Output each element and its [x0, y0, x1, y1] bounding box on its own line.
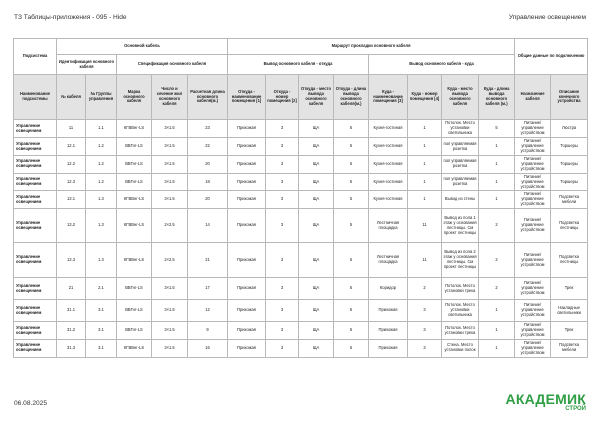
table-cell: 17 [188, 278, 228, 300]
table-cell: 3 [266, 209, 299, 243]
route-group-header: Маршрут прокладки основного кабеля [228, 39, 515, 55]
table-cell: 9 [188, 322, 228, 340]
logo-sub-text: СТРОЙ [565, 406, 586, 412]
table-row[interactable] [14, 173, 588, 191]
table-cell: 5 [334, 243, 369, 278]
table-cell: 31.1 [57, 300, 86, 322]
table-cell: 1.3 [86, 191, 117, 209]
table-cell: Вывод из пола 1 этаж у основания лестницы. См проект лестницы [442, 209, 479, 243]
table-cell: Управление освещением [14, 322, 57, 340]
table-cell: 1 [479, 191, 515, 209]
table-cell: 1.2 [86, 138, 117, 156]
column-header: Куда - длина вывода основного кабеля (м.) [479, 75, 515, 120]
table-cell: 2 [408, 278, 442, 300]
column-header: № Группы управления [86, 75, 117, 120]
table-cell: Вывод из пола 2 этаж у основания лестницы. См проект лестницы [442, 243, 479, 278]
table-cell: ЩА [299, 339, 334, 357]
table-cell: 3.1 [86, 322, 117, 340]
table-cell: Прихожая [228, 339, 266, 357]
table-cell: 3×1.5 [152, 173, 188, 191]
column-header: Куда - номер помещения [4] [408, 75, 442, 120]
table-cell: 13.3 [57, 243, 86, 278]
column-header: Назначение кабеля [515, 75, 551, 120]
table-cell: Кухня-гостиная [369, 191, 408, 209]
table-cell: Прихожая [369, 322, 408, 340]
table-cell: Прихожая [228, 322, 266, 340]
table-cell: 2.1 [86, 278, 117, 300]
table-cell: 1 [408, 138, 442, 156]
table-cell: Питание/управление устройством [515, 120, 551, 138]
table-cell: Управление освещением [14, 278, 57, 300]
table-row[interactable] [14, 300, 588, 322]
table-cell: КГВВнг-LS [117, 243, 152, 278]
table-row[interactable] [14, 278, 588, 300]
table-cell: Прихожая [228, 191, 266, 209]
table-cell: 20 [188, 191, 228, 209]
table-cell: 11 [408, 243, 442, 278]
table-cell: 1 [479, 339, 515, 357]
table-cell: ЩА [299, 138, 334, 156]
table-cell: 11 [408, 209, 442, 243]
table-cell: пол управляемая розетка [442, 173, 479, 191]
column-header: Расчетная длина основного кабеля(м.) [188, 75, 228, 120]
table-cell: ВВГнг-LS [117, 138, 152, 156]
table-cell: ЩА [299, 243, 334, 278]
table-cell: ЩА [299, 191, 334, 209]
table-cell: Питание/управление устройством [515, 278, 551, 300]
table-cell: Питание/управление устройством [515, 322, 551, 340]
table-cell: 21 [188, 243, 228, 278]
table-cell: Потолок. Место установки трека [442, 278, 479, 300]
column-header: Откуда - наименование помещения [1] [228, 75, 266, 120]
table-cell: Прихожая [228, 278, 266, 300]
table-cell: Питание/управление устройством [515, 243, 551, 278]
table-row[interactable] [14, 138, 588, 156]
table-cell: 3 [266, 243, 299, 278]
table-cell: 3×1.5 [152, 138, 188, 156]
table-cell: 1 [479, 300, 515, 322]
table-cell: Подсветка лестницы [551, 209, 588, 243]
column-header: Наименование подсистемы [14, 75, 57, 120]
table-cell: 13.2 [57, 209, 86, 243]
table-cell: 5 [334, 300, 369, 322]
table-cell: Торшеры [551, 173, 588, 191]
table-cell: 3×1.5 [152, 278, 188, 300]
table-cell: Прихожая [228, 138, 266, 156]
column-header: Откуда - длина вывода основного кабеля(м.) [334, 75, 369, 120]
table-cell: Управление освещением [14, 191, 57, 209]
table-cell: ЩА [299, 209, 334, 243]
table-row[interactable] [14, 191, 588, 209]
table-cell: ВВГнг-LS [117, 322, 152, 340]
table-cell: Подсветка лестницы [551, 243, 588, 278]
table-cell: 1.3 [86, 243, 117, 278]
table-cell: Потолок. Место установки светильника [442, 120, 479, 138]
table-cell: Управление освещением [14, 300, 57, 322]
table-cell: 5 [334, 278, 369, 300]
column-header: Откуда - номер помещения [2] [266, 75, 299, 120]
table-cell: Трек [551, 278, 588, 300]
table-cell: ВВГнг-LS [117, 156, 152, 174]
table-cell: 3 [266, 120, 299, 138]
table-cell: ЩА [299, 278, 334, 300]
table-cell: 3.1 [86, 339, 117, 357]
table-cell: Потолок. Место установки светильника [442, 300, 479, 322]
table-cell: 21 [57, 278, 86, 300]
table-cell: 23 [188, 120, 228, 138]
table-cell: 1 [408, 120, 442, 138]
table-cell: Управление освещением [14, 156, 57, 174]
company-logo [505, 391, 586, 412]
table-cell: КГВВнг-LS [117, 120, 152, 138]
table-cell: Управление освещением [14, 339, 57, 357]
table-cell: Стена. Место установки полок [442, 339, 479, 357]
table-cell: 2 [479, 243, 515, 278]
table-cell: 16 [188, 339, 228, 357]
table-cell: 12 [188, 300, 228, 322]
table-cell: Питание/управление устройством [515, 209, 551, 243]
table-cell: ЩА [299, 120, 334, 138]
table-cell: 20 [188, 156, 228, 174]
main-cable-group-header: Основной кабель [57, 39, 228, 55]
footer-date: 06.08.2025 [14, 400, 48, 407]
table-cell: ЩА [299, 300, 334, 322]
table-cell: Питание/управление устройством [515, 173, 551, 191]
table-cell: 5 [334, 138, 369, 156]
table-cell: 1 [479, 156, 515, 174]
table-cell: 1 [479, 173, 515, 191]
table-cell: 2 [479, 278, 515, 300]
document-title: ТЗ Таблицы-приложения - 095 - Hide [14, 14, 127, 21]
table-cell: Прихожая [228, 243, 266, 278]
table-row[interactable] [14, 209, 588, 243]
table-cell: 5 [334, 191, 369, 209]
table-cell: 3×1.5 [152, 120, 188, 138]
table-cell: 3 [266, 138, 299, 156]
table-cell: 3 [408, 339, 442, 357]
table-cell: Подсветка мебели [551, 191, 588, 209]
table-cell: Прихожая [228, 120, 266, 138]
column-header: Откуда - место вывода основного кабеля [299, 75, 334, 120]
table-cell: 3×1.5 [152, 339, 188, 357]
table-cell: 1 [479, 138, 515, 156]
table-cell: Потолок. Место установки трека [442, 322, 479, 340]
table-row[interactable] [14, 243, 588, 278]
table-cell: 18 [188, 173, 228, 191]
table-cell: 3×1.5 [152, 322, 188, 340]
cable-table-container [13, 38, 587, 358]
table-cell: 14 [188, 209, 228, 243]
table-cell: ЩА [299, 322, 334, 340]
table-cell: 11 [57, 120, 86, 138]
table-cell: 1.1 [86, 120, 117, 138]
table-cell: 3.1 [86, 300, 117, 322]
table-cell: Питание/управление устройством [515, 300, 551, 322]
section-title: Управление освещением [508, 14, 586, 21]
table-cell: 3 [408, 300, 442, 322]
table-cell: ЩА [299, 173, 334, 191]
table-cell: 3×1.5 [152, 191, 188, 209]
table-cell: Управление освещением [14, 138, 57, 156]
table-cell: Управление освещением [14, 173, 57, 191]
table-cell: Лестничная площадка [369, 243, 408, 278]
table-cell: 1 [479, 322, 515, 340]
table-cell: Питание/управление устройством [515, 156, 551, 174]
table-cell: Питание/управление устройством [515, 138, 551, 156]
to-group-header: Вывод основного кабеля - куда [369, 55, 515, 75]
table-cell: Кухня-гостиная [369, 138, 408, 156]
table-cell: 3 [266, 339, 299, 357]
table-cell: 1 [408, 191, 442, 209]
table-cell: Накладные светильники [551, 300, 588, 322]
table-cell: ЩА [299, 156, 334, 174]
table-cell: Трек [551, 322, 588, 340]
table-cell: Торшеры [551, 138, 588, 156]
table-cell: 31.2 [57, 322, 86, 340]
table-cell: Прихожая [228, 300, 266, 322]
table-body [14, 120, 588, 358]
table-cell: Управление освещением [14, 120, 57, 138]
table-row[interactable] [14, 339, 588, 357]
table-cell: Кухня-гостиная [369, 120, 408, 138]
column-header: Куда - место вывода основного кабеля [442, 75, 479, 120]
table-cell: 3 [266, 322, 299, 340]
table-cell: Питание/управление устройством [515, 339, 551, 357]
table-cell: Люстра [551, 120, 588, 138]
logo-main-text: АКАДЕМИК [505, 391, 586, 407]
table-cell: Управление освещением [14, 243, 57, 278]
table-cell: ВВГнг-LS [117, 300, 152, 322]
common-group-header: Общие данные по подключению [515, 39, 588, 75]
table-cell: 13.1 [57, 191, 86, 209]
table-cell: 3 [266, 278, 299, 300]
table-row[interactable] [14, 156, 588, 174]
table-cell: КГВВнг-LS [117, 339, 152, 357]
from-group-header: Вывод основного кабеля - откуда [228, 55, 369, 75]
table-cell: пол управляемая розетка [442, 156, 479, 174]
identification-group-header: Идентификация основного кабеля [57, 55, 117, 75]
specification-group-header: Спецификация основного кабеля [117, 55, 228, 75]
column-header: Число и сечение жил основного кабеля [152, 75, 188, 120]
table-cell: Прихожая [228, 173, 266, 191]
table-cell: 2×2.5 [152, 243, 188, 278]
table-cell: Управление освещением [14, 209, 57, 243]
table-cell: 3 [266, 191, 299, 209]
table-cell: 1 [408, 156, 442, 174]
table-cell: Лестничная площадка [369, 209, 408, 243]
column-header: Куда - наименование помещения [3] [369, 75, 408, 120]
table-cell: 22 [188, 138, 228, 156]
table-cell: 5 [334, 339, 369, 357]
table-cell: 5 [334, 322, 369, 340]
table-cell: 1 [408, 173, 442, 191]
table-cell: 3 [266, 173, 299, 191]
table-cell: КГВВнг-LS [117, 209, 152, 243]
table-cell: Кухня-гостиная [369, 173, 408, 191]
table-row[interactable] [14, 322, 588, 340]
table-cell: Вывод из стены [442, 191, 479, 209]
table-cell: КГВВнг-LS [117, 191, 152, 209]
table-cell: 12.1 [57, 138, 86, 156]
table-cell: ВВГнг-LS [117, 173, 152, 191]
table-cell: 5 [479, 120, 515, 138]
table-cell: 3 [266, 156, 299, 174]
table-cell: 3 [408, 322, 442, 340]
table-cell: пол управляемая розетка [442, 138, 479, 156]
table-cell: Кухня-гостиная [369, 156, 408, 174]
cable-table [13, 38, 588, 358]
table-cell: Прихожая [228, 209, 266, 243]
table-cell: 1.2 [86, 156, 117, 174]
table-cell: ВВГнг-LS [117, 278, 152, 300]
table-cell: 12.2 [57, 156, 86, 174]
subsystem-group-header: Подсистема [14, 39, 57, 75]
table-cell: 31.3 [57, 339, 86, 357]
column-header: № кабеля [57, 75, 86, 120]
table-cell: 1.3 [86, 209, 117, 243]
table-cell: 5 [334, 120, 369, 138]
table-cell: Подсветка мебели [551, 339, 588, 357]
table-cell: 5 [334, 173, 369, 191]
table-cell: 3 [266, 300, 299, 322]
table-cell: Торшеры [551, 156, 588, 174]
table-cell: 3×1.5 [152, 300, 188, 322]
table-cell: Коридор [369, 278, 408, 300]
table-cell: 5 [334, 156, 369, 174]
column-header: Марка основного кабеля [117, 75, 152, 120]
column-header-row [14, 75, 588, 120]
table-cell: 2×2.5 [152, 209, 188, 243]
table-cell: 2 [479, 209, 515, 243]
table-cell: Прихожая [228, 156, 266, 174]
table-cell: 3×1.5 [152, 156, 188, 174]
table-cell: 5 [334, 209, 369, 243]
table-row[interactable] [14, 120, 588, 138]
column-header: Описание конечного устройства [551, 75, 588, 120]
table-cell: Прихожая [369, 339, 408, 357]
table-cell: 12.3 [57, 173, 86, 191]
table-cell: 1.2 [86, 173, 117, 191]
table-cell: Питание/управление устройством [515, 191, 551, 209]
table-cell: Прихожая [369, 300, 408, 322]
